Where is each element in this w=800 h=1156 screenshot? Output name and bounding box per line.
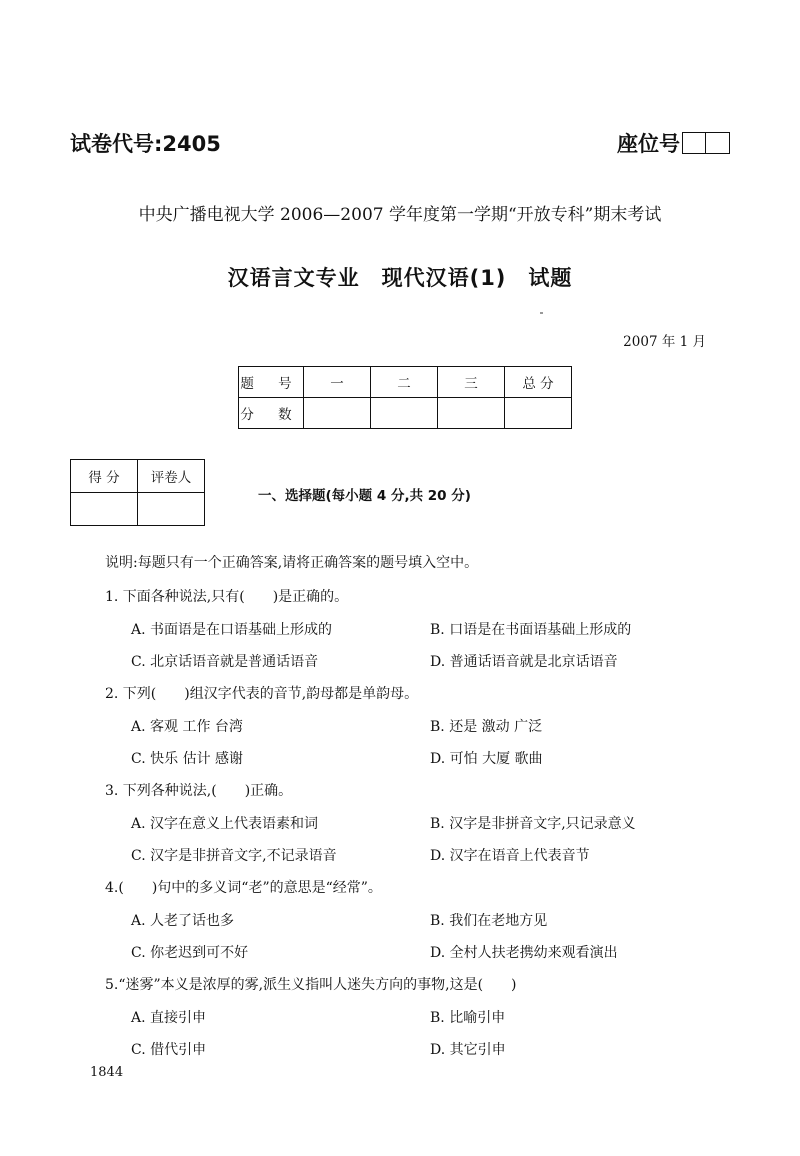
question-option: C. 北京话语音就是普通话语音: [131, 654, 319, 670]
question-option: B. 口语是在书面语基础上形成的: [430, 622, 632, 638]
question-option: C. 汉字是非拼音文字,不记录语音: [131, 848, 337, 864]
score-cell: 一: [304, 367, 371, 398]
score-cell: 二: [371, 367, 438, 398]
question-option: D. 全村人扶老携幼来观看演出: [430, 945, 618, 961]
paper-code: 试卷代号:2405: [70, 132, 221, 156]
question-option: B. 汉字是非拼音文字,只记录意义: [430, 816, 636, 832]
question-option: C. 快乐 估计 感谢: [131, 751, 244, 767]
question-option: B. 比喻引申: [430, 1010, 506, 1026]
score-cell: 分 数: [239, 398, 304, 429]
question-option: A. 人老了话也多: [131, 913, 235, 929]
question-option: D. 其它引申: [430, 1042, 506, 1058]
question-option: B. 我们在老地方见: [430, 913, 548, 929]
question-option: C. 你老迟到可不好: [131, 945, 249, 961]
seat-number-boxes: [682, 132, 730, 154]
seat-box: [706, 132, 730, 154]
question-option: C. 借代引申: [131, 1042, 207, 1058]
exam-title: 中央广播电视大学 2006—2007 学年度第一学期“开放专科”期末考试: [138, 205, 662, 225]
score-cell: [304, 398, 371, 429]
score-table: [238, 366, 572, 429]
score-cell: 三: [438, 367, 505, 398]
question-option: A. 直接引申: [131, 1010, 207, 1026]
question-option: D. 普通话语音就是北京话语音: [430, 654, 618, 670]
grader-blank-row: [71, 493, 205, 526]
scan-speck: [540, 312, 543, 314]
question-stem: 3. 下列各种说法,( )正确。: [105, 783, 293, 799]
question-option: A. 汉字在意义上代表语素和词: [131, 816, 319, 832]
question-option: D. 汉字在语音上代表音节: [430, 848, 590, 864]
score-cell: 题 号: [239, 367, 304, 398]
question-stem: 2. 下列( )组汉字代表的音节,韵母都是单韵母。: [105, 686, 419, 702]
grader-header-row: [71, 460, 205, 493]
page-number: 1844: [90, 1065, 124, 1080]
score-table-score-row: [239, 398, 572, 429]
question-stem: 1. 下面各种说法,只有( )是正确的。: [105, 589, 349, 605]
grader-cell: [71, 493, 138, 526]
instruction: 说明:每题只有一个正确答案,请将正确答案的题号填入空中。: [105, 555, 479, 571]
question-stem: 4.( )句中的多义词“老”的意思是“经常”。: [105, 880, 382, 896]
question-option: D. 可怕 大厦 歌曲: [430, 751, 543, 767]
seat-number: [617, 128, 730, 158]
score-cell: [371, 398, 438, 429]
subject-title: 汉语言文专业 现代汉语(1) 试题: [227, 266, 573, 290]
question-option: A. 书面语是在口语基础上形成的: [131, 622, 333, 638]
score-table-header-row: [239, 367, 572, 398]
seat-box: [682, 132, 706, 154]
grader-cell: 得 分: [71, 460, 138, 493]
score-cell: [505, 398, 572, 429]
question-stem: 5.“迷雾”本义是浓厚的雾,派生义指叫人迷失方向的事物,这是( ): [105, 977, 517, 993]
section-title: 一、选择题(每小题 4 分,共 20 分): [258, 488, 471, 504]
seat-number-label: 座位号: [617, 132, 680, 156]
score-cell: [438, 398, 505, 429]
grader-cell: [138, 493, 205, 526]
exam-date: 2007 年 1 月: [623, 334, 706, 350]
question-option: B. 还是 激动 广泛: [430, 719, 543, 735]
question-option: A. 客观 工作 台湾: [131, 719, 243, 735]
grader-table: [70, 459, 205, 526]
score-cell: 总 分: [505, 367, 572, 398]
grader-cell: 评卷人: [138, 460, 205, 493]
